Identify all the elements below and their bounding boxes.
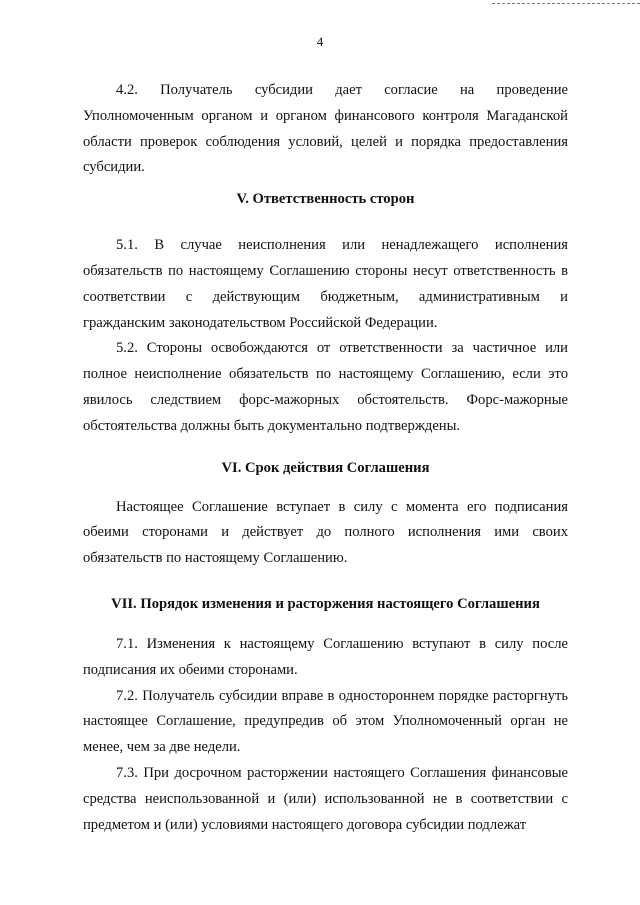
clause-5-2: 5.2. Стороны освобождаются от ответственности за частичное или полное неисполнение обязательств по настоящему Соглашению, если это явилось следствием форс-мажорных обстоятельств. Форс-мажорные обстоятельства должны быть документально подтверждены. [83,340,568,434]
section-7-heading: VII. Порядок изменения и расторжения настоящего Соглашения [111,595,540,612]
page-number: 4 [316,34,324,49]
page-content [83,78,568,838]
section-5-heading: V. Ответственность сторон [236,191,415,208]
clause-4-2: 4.2. Получатель субсидии дает согласие на проведение Уполномоченным органом и органом финансового контроля Магаданской области проверок соблюдения условий, целей и порядка предоставления субсидии. [83,82,568,176]
clause-7-3: 7.3. При досрочном расторжении настоящего Соглашения финансовые средства неиспользованной и (или) использованной не в соответствии с предметом и (или) условиями настоящего договора субсидии подлежат [83,764,568,833]
clause-6: Настоящее Соглашение вступает в силу с момента его подписания обеими сторонами и действует до полного исполнения ими своих обязательств по настоящему Соглашению. [83,498,568,567]
section-6-heading: VI. Срок действия Соглашения [221,459,430,476]
clause-7-2: 7.2. Получатель субсидии вправе в одностороннем порядке расторгнуть настоящее Соглашение, предупредив об этом Уполномоченный орган не менее, чем за две недели. [83,687,568,756]
clause-5-1: 5.1. В случае неисполнения или ненадлежащего исполнения обязательств по настоящему Соглашению стороны несут ответственность в соответствии с действующим бюджетным, административным и гражданским законодательством Российской Федерации. [83,237,568,331]
clause-7-1: 7.1. Изменения к настоящему Соглашению вступают в силу после подписания их обеими сторонами. [83,635,568,678]
top-edge-line [492,3,640,4]
